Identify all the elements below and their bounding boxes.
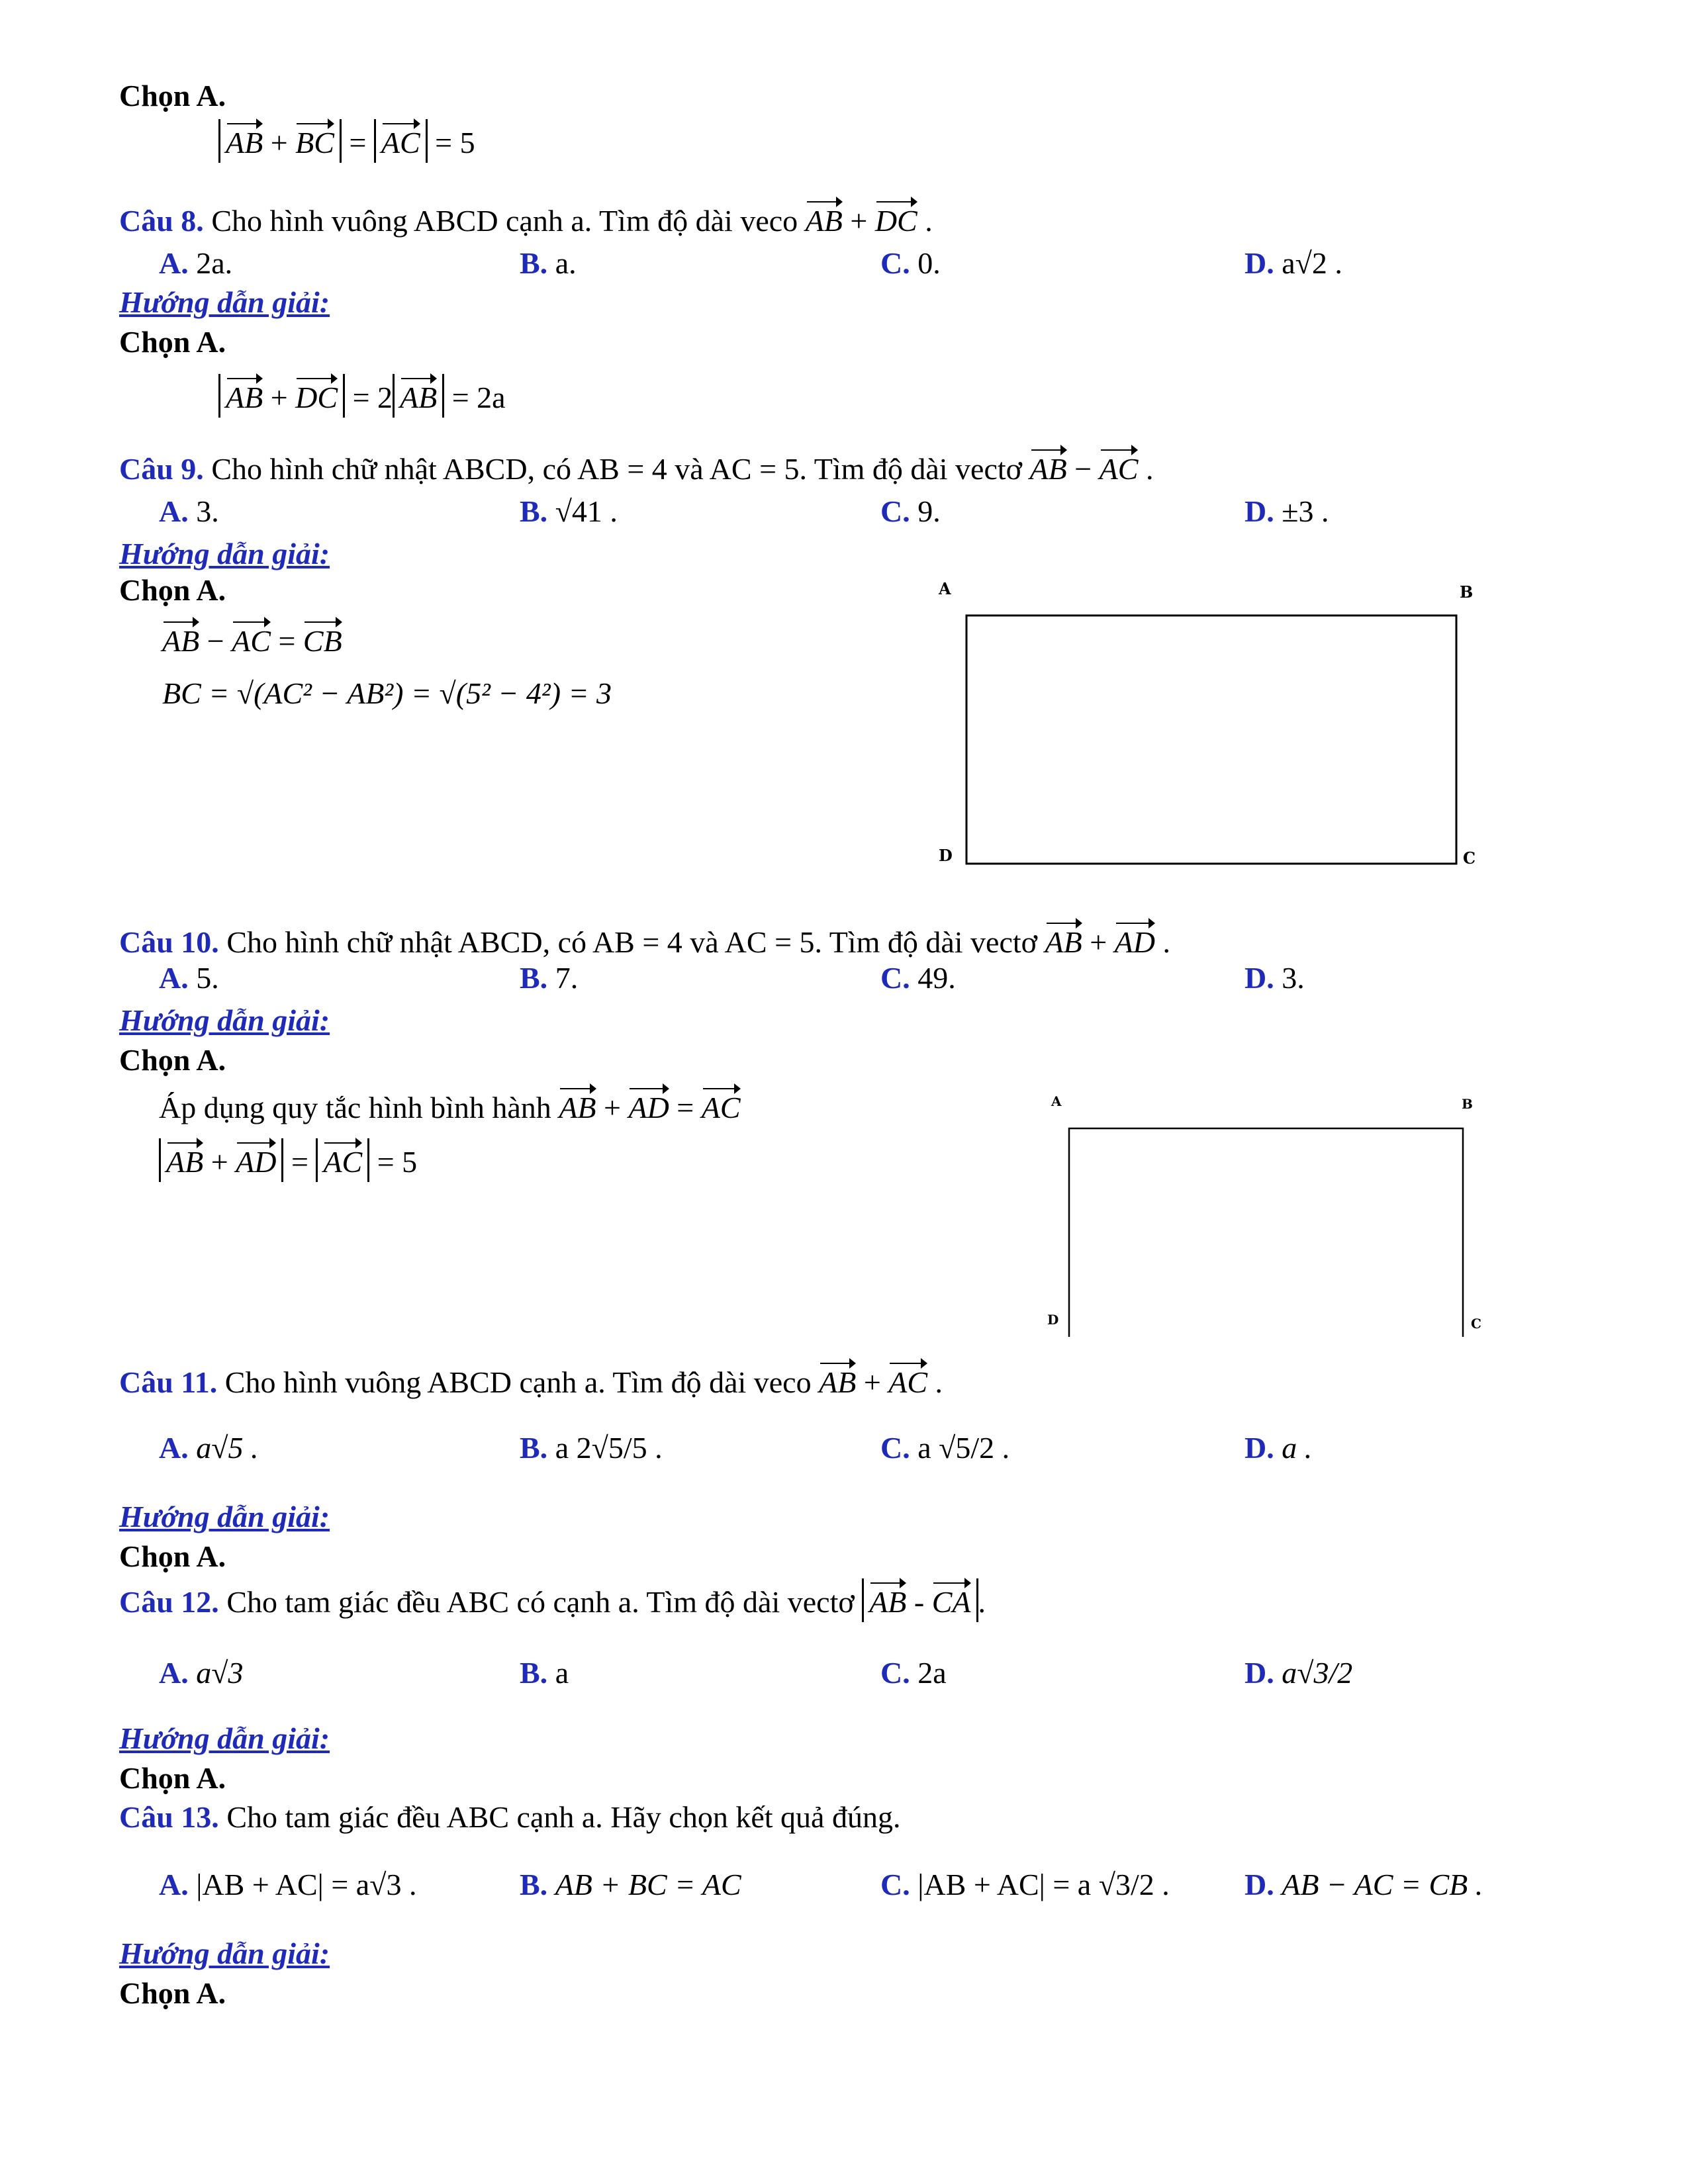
q9-guide-heading: Hướng dẫn giải:: [119, 537, 330, 570]
q8-option-c: C. 0.: [880, 246, 941, 280]
q8-guide-heading: Hướng dẫn giải:: [119, 285, 330, 319]
q10-solution-formula: AB + AD = AC = 5: [159, 1138, 417, 1182]
q8-solution-formula: AB + DC = 2 AB = 2a: [218, 374, 506, 418]
q10-rule: Áp dụng quy tắc hình bình hành AB + AD = AC: [159, 1085, 741, 1126]
q13-question: Câu 13. Cho tam giác đều ABC cạnh a. Hãy chọn kết quả đúng.: [119, 1800, 901, 1834]
q12-question: Câu 12. Cho tam giác đều ABC có cạnh a. Tìm độ dài vectơ AB - CA .: [119, 1578, 986, 1622]
q13-option-b: B. AB + BC = AC: [520, 1868, 741, 1901]
q13-guide-heading: Hướng dẫn giải:: [119, 1936, 330, 1970]
q9-label-a: A: [939, 579, 951, 598]
q7-solution-formula: AB + BC = AC = 5: [218, 119, 475, 163]
q9-option-d: D. ±3 .: [1244, 494, 1329, 528]
q10-option-b: B. 7.: [520, 961, 579, 995]
q10-option-d: D. 3.: [1244, 961, 1305, 995]
q9-label-d: D: [939, 846, 953, 865]
q9-choose: Chọn A.: [119, 573, 226, 607]
choose-answer: Chọn A.: [119, 79, 226, 113]
q11-option-d: D. a .: [1244, 1431, 1313, 1465]
q10-option-a: A. 5.: [159, 961, 219, 995]
q10-question: Câu 10. Cho hình chữ nhật ABCD, có AB = 4 và AC = 5. Tìm độ dài vectơ AB + AD .: [119, 920, 1170, 961]
q12-option-a: A. a√3: [159, 1656, 244, 1690]
q9-solution-length: BC = √(AC² − AB²) = √(5² − 4²) = 3: [162, 676, 612, 710]
q8-choose: Chọn A.: [119, 325, 226, 359]
q9-label-c: C: [1463, 848, 1476, 868]
q10-guide-heading: Hướng dẫn giải:: [119, 1003, 330, 1037]
q13-option-d: D. AB − AC = CB .: [1244, 1868, 1483, 1901]
q11-option-c: C. a √5/2 .: [880, 1431, 1010, 1465]
q8-question: Câu 8. Cho hình vuông ABCD cạnh a. Tìm độ dài veco AB + DC .: [119, 199, 933, 240]
q13-option-c: C. |AB + AC| = a √3/2 .: [880, 1868, 1170, 1901]
q11-choose: Chọn A.: [119, 1539, 226, 1573]
q12-option-b: B. a: [520, 1656, 569, 1690]
q11-guide-heading: Hướng dẫn giải:: [119, 1500, 330, 1533]
q9-option-b: B. √41 .: [520, 494, 618, 528]
q9-solution-vector: AB − AC = CB: [162, 619, 342, 660]
q9-rectangle: [966, 615, 1456, 864]
q9-label-b: B: [1460, 582, 1474, 602]
q9-rectangle-figure: [927, 569, 1509, 874]
q10-choose: Chọn A.: [119, 1043, 226, 1077]
q12-option-c: C. 2a: [880, 1656, 947, 1690]
q8-option-b: B. a.: [520, 246, 577, 280]
q10-rectangle: [1069, 1128, 1463, 1337]
q11-option-a: A. a√5 .: [159, 1431, 259, 1465]
q10-option-c: C. 49.: [880, 961, 956, 995]
q12-option-d: D. a√3/2: [1244, 1656, 1353, 1690]
q10-label-c: C: [1471, 1316, 1481, 1332]
q9-option-a: A. 3.: [159, 494, 219, 528]
q10-rectangle-figure: [1046, 1099, 1483, 1337]
q9-option-c: C. 9.: [880, 494, 941, 528]
q11-option-b: B. a 2√5/5 .: [520, 1431, 663, 1465]
q11-question: Câu 11. Cho hình vuông ABCD cạnh a. Tìm độ dài veco AB + AC .: [119, 1360, 943, 1401]
q8-option-a: A. 2a.: [159, 246, 233, 280]
q10-label-a: A: [1051, 1093, 1062, 1109]
q10-label-d: D: [1047, 1312, 1059, 1328]
q9-question: Câu 9. Cho hình chữ nhật ABCD, có AB = 4 và AC = 5. Tìm độ dài vectơ AB − AC .: [119, 447, 1153, 488]
q12-guide-heading: Hướng dẫn giải:: [119, 1721, 330, 1755]
q8-option-d: D. a√2 .: [1244, 246, 1342, 280]
q10-label-b: B: [1462, 1096, 1473, 1112]
q12-choose: Chọn A.: [119, 1761, 226, 1795]
q13-option-a: A. |AB + AC| = a√3 .: [159, 1868, 417, 1901]
q13-choose: Chọn A.: [119, 1976, 226, 2010]
